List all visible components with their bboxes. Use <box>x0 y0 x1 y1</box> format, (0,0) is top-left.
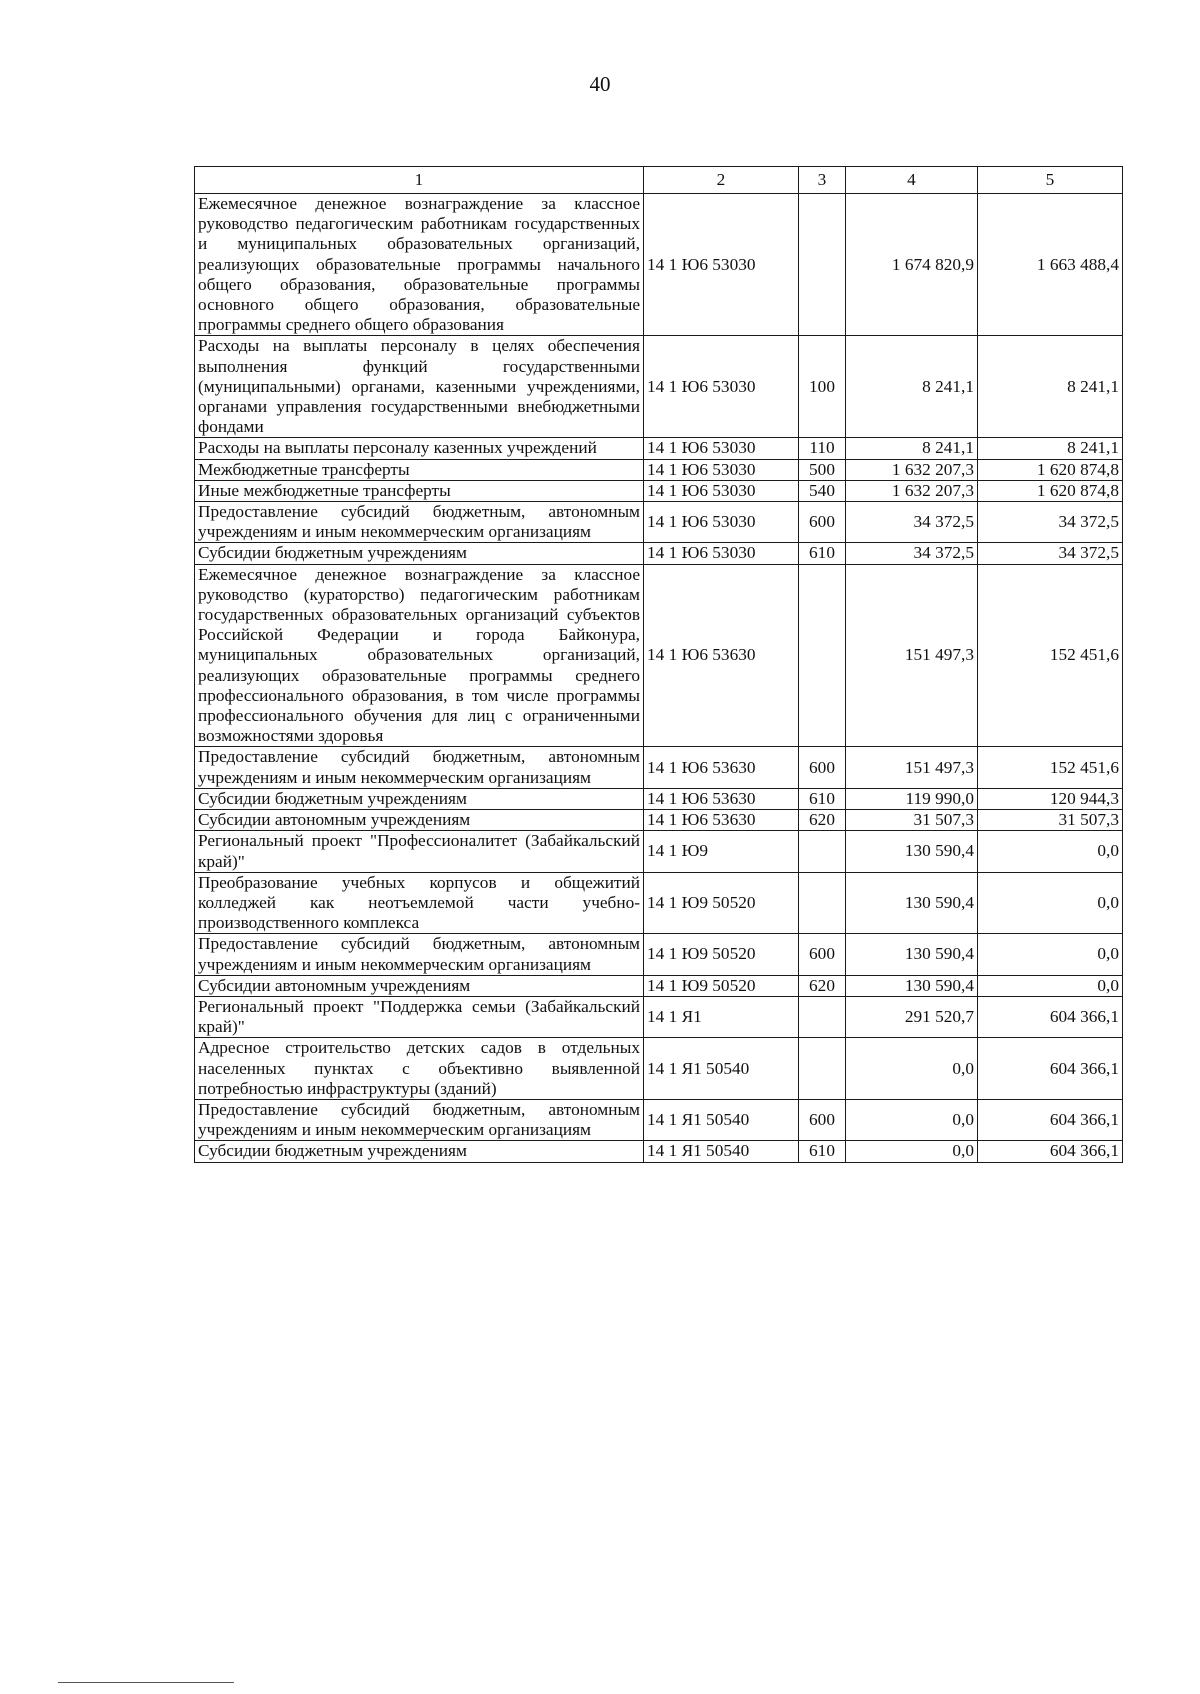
row-amount-year-1: 151 497,3 <box>846 747 978 788</box>
row-amount-year-1: 130 590,4 <box>846 975 978 996</box>
row-name: Преобразование учебных корпусов и общежитий колледжей как неотъемлемой части учебно-производственного комплекса <box>195 872 644 934</box>
row-amount-year-2: 604 366,1 <box>978 1038 1123 1100</box>
row-expense-type: 620 <box>799 975 846 996</box>
row-amount-year-2: 0,0 <box>978 872 1123 934</box>
row-amount-year-2: 604 366,1 <box>978 1141 1123 1162</box>
table-row <box>195 336 1123 438</box>
table-row <box>195 459 1123 480</box>
row-expense-type: 100 <box>799 336 846 438</box>
row-amount-year-1: 34 372,5 <box>846 502 978 543</box>
table-body <box>195 194 1123 1163</box>
row-code: 14 1 Ю9 50520 <box>644 934 799 975</box>
row-amount-year-1: 34 372,5 <box>846 543 978 564</box>
row-name: Ежемесячное денежное вознаграждение за классное руководство (кураторство) педагогическим работникам государственных образовательных организаций субъектов Российской Федерации и города Байконура, муниципальных образовательных организаций, реализующих образовательные программы среднего профессионального образования, в том числе программы профессионального обучения для лиц с ограниченными возможностями здоровья <box>195 564 644 747</box>
table-row <box>195 480 1123 501</box>
row-amount-year-2: 1 663 488,4 <box>978 194 1123 336</box>
row-amount-year-1: 1 632 207,3 <box>846 480 978 501</box>
row-amount-year-2: 1 620 874,8 <box>978 480 1123 501</box>
row-amount-year-1: 8 241,1 <box>846 336 978 438</box>
row-expense-type: 500 <box>799 459 846 480</box>
row-amount-year-2: 31 507,3 <box>978 810 1123 831</box>
table-row <box>195 438 1123 459</box>
table-row <box>195 872 1123 934</box>
table-row <box>195 996 1123 1037</box>
row-amount-year-2: 604 366,1 <box>978 1099 1123 1140</box>
row-expense-type <box>799 996 846 1037</box>
row-name: Региональный проект "Поддержка семьи (Забайкальский край)" <box>195 996 644 1037</box>
table-row <box>195 934 1123 975</box>
row-expense-type: 610 <box>799 543 846 564</box>
row-name: Межбюджетные трансферты <box>195 459 644 480</box>
row-code: 14 1 Ю6 53630 <box>644 788 799 809</box>
row-amount-year-2: 0,0 <box>978 975 1123 996</box>
row-amount-year-1: 130 590,4 <box>846 934 978 975</box>
row-amount-year-1: 130 590,4 <box>846 831 978 872</box>
row-amount-year-1: 151 497,3 <box>846 564 978 747</box>
row-amount-year-2: 1 620 874,8 <box>978 459 1123 480</box>
row-name: Субсидии автономным учреждениям <box>195 810 644 831</box>
row-amount-year-1: 8 241,1 <box>846 438 978 459</box>
row-amount-year-1: 1 632 207,3 <box>846 459 978 480</box>
row-code: 14 1 Ю6 53030 <box>644 336 799 438</box>
row-expense-type: 110 <box>799 438 846 459</box>
page-number: 40 <box>589 72 611 96</box>
row-expense-type: 540 <box>799 480 846 501</box>
row-name: Предоставление субсидий бюджетным, автономным учреждениям и иным некоммерческим организациям <box>195 502 644 543</box>
row-amount-year-2: 34 372,5 <box>978 502 1123 543</box>
row-amount-year-1: 0,0 <box>846 1038 978 1100</box>
row-amount-year-1: 1 674 820,9 <box>846 194 978 336</box>
row-code: 14 1 Ю6 53030 <box>644 194 799 336</box>
row-code: 14 1 Ю6 53030 <box>644 480 799 501</box>
table-row <box>195 502 1123 543</box>
row-name: Региональный проект "Профессионалитет (Забайкальский край)" <box>195 831 644 872</box>
row-name: Адресное строительство детских садов в отдельных населенных пунктах с объективно выявленной потребностью инфраструктуры (зданий) <box>195 1038 644 1100</box>
row-code: 14 1 Ю9 50520 <box>644 872 799 934</box>
row-code: 14 1 Ю6 53030 <box>644 502 799 543</box>
table-row <box>195 1099 1123 1140</box>
row-name: Предоставление субсидий бюджетным, автономным учреждениям и иным некоммерческим организациям <box>195 747 644 788</box>
row-expense-type <box>799 564 846 747</box>
row-amount-year-1: 119 990,0 <box>846 788 978 809</box>
row-amount-year-1: 0,0 <box>846 1141 978 1162</box>
row-name: Предоставление субсидий бюджетным, автономным учреждениям и иным некоммерческим организациям <box>195 1099 644 1140</box>
table-row <box>195 810 1123 831</box>
row-code: 14 1 Ю9 <box>644 831 799 872</box>
row-expense-type: 600 <box>799 747 846 788</box>
row-expense-type: 600 <box>799 1099 846 1140</box>
row-amount-year-1: 130 590,4 <box>846 872 978 934</box>
row-expense-type: 610 <box>799 788 846 809</box>
header-col-year-1: 4 <box>846 167 978 194</box>
table-row <box>195 788 1123 809</box>
table-header <box>195 167 1123 194</box>
table-row <box>195 831 1123 872</box>
row-code: 14 1 Ю6 53030 <box>644 438 799 459</box>
row-amount-year-2: 152 451,6 <box>978 747 1123 788</box>
header-col-name: 1 <box>195 167 644 194</box>
header-col-code: 2 <box>644 167 799 194</box>
row-code: 14 1 Я1 50540 <box>644 1038 799 1100</box>
row-expense-type <box>799 1038 846 1100</box>
row-name: Субсидии бюджетным учреждениям <box>195 543 644 564</box>
row-name: Расходы на выплаты персоналу казенных учреждений <box>195 438 644 459</box>
row-name: Расходы на выплаты персоналу в целях обеспечения выполнения функций государственными (муниципальными) органами, казенными учреждениями, органами управления государственными внебюджетными фондами <box>195 336 644 438</box>
row-amount-year-2: 152 451,6 <box>978 564 1123 747</box>
row-amount-year-2: 120 944,3 <box>978 788 1123 809</box>
row-name: Ежемесячное денежное вознаграждение за классное руководство педагогическим работникам государственных и муниципальных образовательных организаций, реализующих образовательные программы начального общего образования, образовательные программы основного общего образования, образовательные программы среднего общего образования <box>195 194 644 336</box>
row-code: 14 1 Ю6 53630 <box>644 564 799 747</box>
row-amount-year-1: 0,0 <box>846 1099 978 1140</box>
row-code: 14 1 Ю6 53030 <box>644 459 799 480</box>
footer-rule <box>58 1682 234 1683</box>
table-row <box>195 1038 1123 1100</box>
header-col-expense-type: 3 <box>799 167 846 194</box>
row-expense-type <box>799 194 846 336</box>
row-code: 14 1 Я1 <box>644 996 799 1037</box>
row-amount-year-2: 8 241,1 <box>978 438 1123 459</box>
row-code: 14 1 Ю9 50520 <box>644 975 799 996</box>
table-row <box>195 564 1123 747</box>
table-row <box>195 1141 1123 1162</box>
row-name: Предоставление субсидий бюджетным, автономным учреждениям и иным некоммерческим организациям <box>195 934 644 975</box>
table-row <box>195 747 1123 788</box>
table-row <box>195 194 1123 336</box>
row-expense-type: 600 <box>799 502 846 543</box>
table-row <box>195 543 1123 564</box>
row-amount-year-2: 0,0 <box>978 831 1123 872</box>
row-code: 14 1 Ю6 53630 <box>644 810 799 831</box>
row-code: 14 1 Ю6 53630 <box>644 747 799 788</box>
row-name: Субсидии бюджетным учреждениям <box>195 1141 644 1162</box>
row-amount-year-2: 604 366,1 <box>978 996 1123 1037</box>
row-name: Иные межбюджетные трансферты <box>195 480 644 501</box>
row-amount-year-2: 34 372,5 <box>978 543 1123 564</box>
row-name: Субсидии бюджетным учреждениям <box>195 788 644 809</box>
header-row <box>195 167 1123 194</box>
row-expense-type: 600 <box>799 934 846 975</box>
row-code: 14 1 Я1 50540 <box>644 1141 799 1162</box>
row-expense-type <box>799 831 846 872</box>
budget-table <box>194 166 1123 1163</box>
header-col-year-2: 5 <box>978 167 1123 194</box>
row-amount-year-2: 8 241,1 <box>978 336 1123 438</box>
row-amount-year-2: 0,0 <box>978 934 1123 975</box>
table-row <box>195 975 1123 996</box>
row-code: 14 1 Ю6 53030 <box>644 543 799 564</box>
row-name: Субсидии автономным учреждениям <box>195 975 644 996</box>
row-amount-year-1: 31 507,3 <box>846 810 978 831</box>
row-amount-year-1: 291 520,7 <box>846 996 978 1037</box>
row-expense-type <box>799 872 846 934</box>
row-expense-type: 620 <box>799 810 846 831</box>
row-code: 14 1 Я1 50540 <box>644 1099 799 1140</box>
row-expense-type: 610 <box>799 1141 846 1162</box>
